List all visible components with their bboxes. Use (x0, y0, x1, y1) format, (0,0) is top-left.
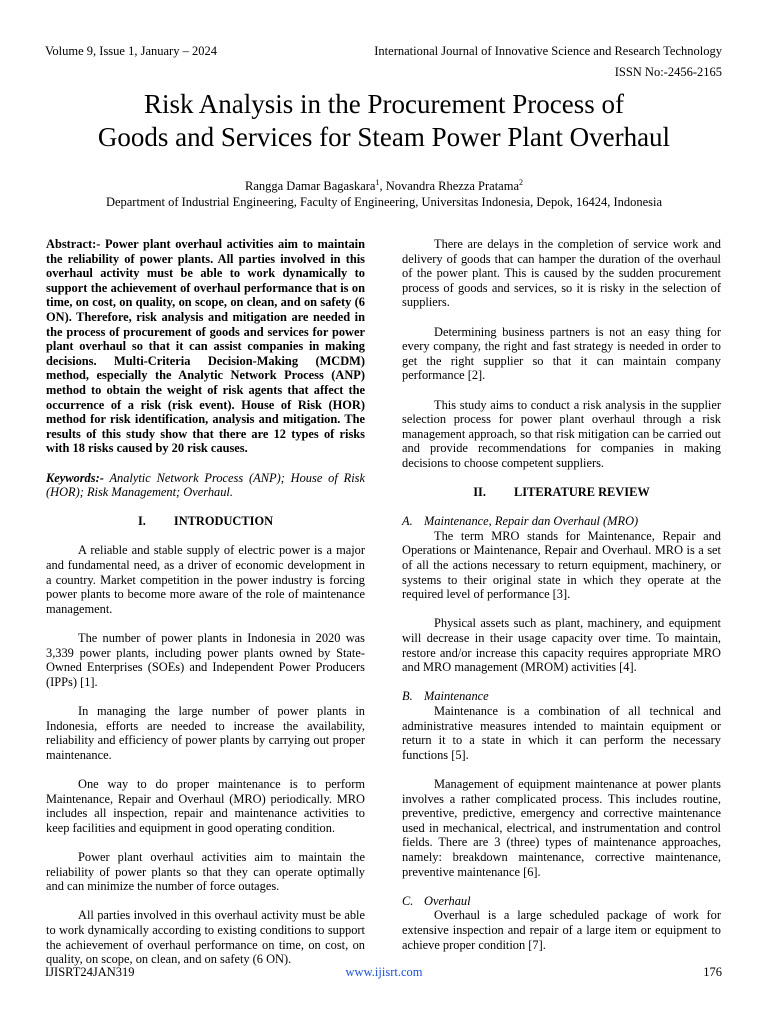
paragraph: One way to do proper maintenance is to perform Maintenance, Repair and Overhaul (MRO) periodically. MRO includes all inspection, repair and maintenance activities to keep facilities and equipment in good operating condition. (46, 776, 365, 835)
author-affiliation: Department of Industrial Engineering, Faculty of Engineering, Universitas Indonesia, Depok, 16424, Indonesia (105, 195, 663, 209)
author-2-affiliation-mark: 2 (519, 177, 524, 187)
subsection-heading-mro (402, 514, 721, 529)
paragraph: All parties involved in this overhaul activity must be able to work dynamically according to existing conditions to support the achievement of overhaul performance on time, on cost, on quality, on scope, on clean, and on safety (6 ON). (46, 908, 365, 967)
section-heading-introduction (46, 514, 365, 529)
paragraph: Overhaul is a large scheduled package of work for extensive inspection and repair of a large item or equipment to achieve proper condition [7]. (402, 908, 721, 952)
paragraph: A reliable and stable supply of electric power is a major and fundamental need, as a driver of economic development in a country. Market competition in the power industry is forcing power plants to become more aware of the role of maintenance management. (46, 543, 365, 616)
journal-website-link[interactable]: www.ijisrt.com (345, 965, 423, 979)
paper-title-line-1: Risk Analysis in the Procurement Process of (144, 89, 624, 119)
author-1-affiliation-mark: 1 (375, 177, 380, 187)
subsection-title: Maintenance, Repair dan Overhaul (MRO) (424, 514, 639, 529)
subsection-letter: B. (402, 689, 413, 704)
author-list (0, 179, 768, 194)
section-number: I. (137, 514, 146, 529)
running-header-journal: International Journal of Innovative Science and Research Technology (374, 44, 722, 58)
paragraph: In managing the large number of power plants in Indonesia, efforts are needed to increase the availability, reliability and efficiency of power plants by carrying out proper maintenance. (46, 704, 365, 762)
subsection-heading-overhaul (402, 894, 721, 909)
left-column (46, 237, 365, 981)
section-title: LITERATURE REVIEW (513, 485, 650, 500)
abstract: Abstract:- Power plant overhaul activities aim to maintain the reliability of power plants. All parties involved in this overhaul activity must be able to work dynamically to support the achievement of overhaul performance that is on time, on cost, on quality, on scope, on clean, and on safety (6 ON). Therefore, risk analysis and mitigation are needed in the process of procurement of goods and services for power plant overhaul so that it can assist companies in making decisions. Multi-Criteria Decision-Making (MCDM) method, especially the Analytic Network Process (ANP) method to obtain the weight of risk agents that affect the occurrence of a risk (risk event). House of Risk (HOR) method for risk identification, analysis and mitigation. The results of this study show that there are 12 types of risks with 18 risks caused by 20 risk causes. (46, 237, 365, 456)
section-number: II. (473, 485, 486, 500)
paragraph: Maintenance is a combination of all technical and administrative measures intended to maintain equipment or return it to a state in which it can perform the necessary functions [5]. (402, 704, 721, 762)
subsection-title: Overhaul (424, 893, 471, 908)
paragraph: The term MRO stands for Maintenance, Repair and Operations or Maintenance, Repair and Overhaul. MRO is a set of all the actions necessary to return equipment, machinery, or systems to their original state in which they operate at the required level of performance [3]. (402, 528, 721, 602)
paragraph: Physical assets such as plant, machinery, and equipment will decrease in their usage capacity over time. To maintain, restore and/or increase this capacity requires appropriate MRO and MRO management (MROM) activities [4]. (402, 616, 721, 675)
paragraph: There are delays in the completion of service work and delivery of goods that can hamper the duration of the overhaul of the power plant. This is caused by the sudden procurement process of goods and services, so it is risky in the selection of suppliers. (402, 237, 721, 310)
keywords-list: Analytic Network Process (ANP); House of Risk (HOR); Risk Management; Overhaul. (46, 470, 365, 500)
paper-title (0, 88, 768, 154)
paragraph: Power plant overhaul activities aim to maintain the reliability of power plants so that they can operate optimally and can minimize the number of force outages. (46, 849, 365, 894)
subsection-title: Maintenance (424, 689, 489, 704)
paragraph: The number of power plants in Indonesia in 2020 was 3,339 power plants, including power plants owned by State-Owned Enterprises (SOEs) and Independent Power Producers (IPPs) [1]. (46, 631, 365, 689)
keywords-label: Keywords:- (46, 470, 104, 485)
right-column (402, 237, 721, 967)
paper-title-line-2: Goods and Services for Steam Power Plant Overhaul (97, 122, 671, 152)
subsection-letter: A. (402, 514, 413, 529)
issn-number: ISSN No:-2456-2165 (614, 65, 722, 79)
subsection-letter: C. (402, 893, 414, 908)
paragraph: This study aims to conduct a risk analysis in the supplier selection process for power plant overhaul through a risk management approach, so that risk mitigation can be carried out and provide recommendations for companies in making decisions to choose competent suppliers. (402, 397, 721, 470)
paper-code: IJISRT24JAN319 (45, 965, 135, 979)
section-title: INTRODUCTION (173, 514, 274, 529)
author-1: Rangga Damar Bagaskara (244, 179, 376, 193)
subsection-heading-maintenance (402, 689, 721, 704)
keywords (46, 471, 365, 500)
page-number: 176 (703, 965, 722, 979)
paragraph: Determining business partners is not an easy thing for every company, the right and fast strategy is needed in order to get the right supplier so that it can maintain company performance [2]. (402, 324, 721, 383)
paragraph: Management of equipment maintenance at power plants involves a rather complicated process. This includes routine, preventive, predictive, emergency and corrective maintenance used in mechanical, electrical, and instrumentation and control fields. There are 3 (three) types of maintenance approaches, namely: breakdown maintenance, corrective maintenance, preventive maintenance [6]. (402, 776, 721, 879)
running-header-volume: Volume 9, Issue 1, January – 2024 (45, 44, 217, 58)
author-separator: , (379, 179, 386, 193)
section-heading-literature-review (402, 485, 721, 500)
author-2: Novandra Rhezza Pratama (385, 179, 520, 193)
